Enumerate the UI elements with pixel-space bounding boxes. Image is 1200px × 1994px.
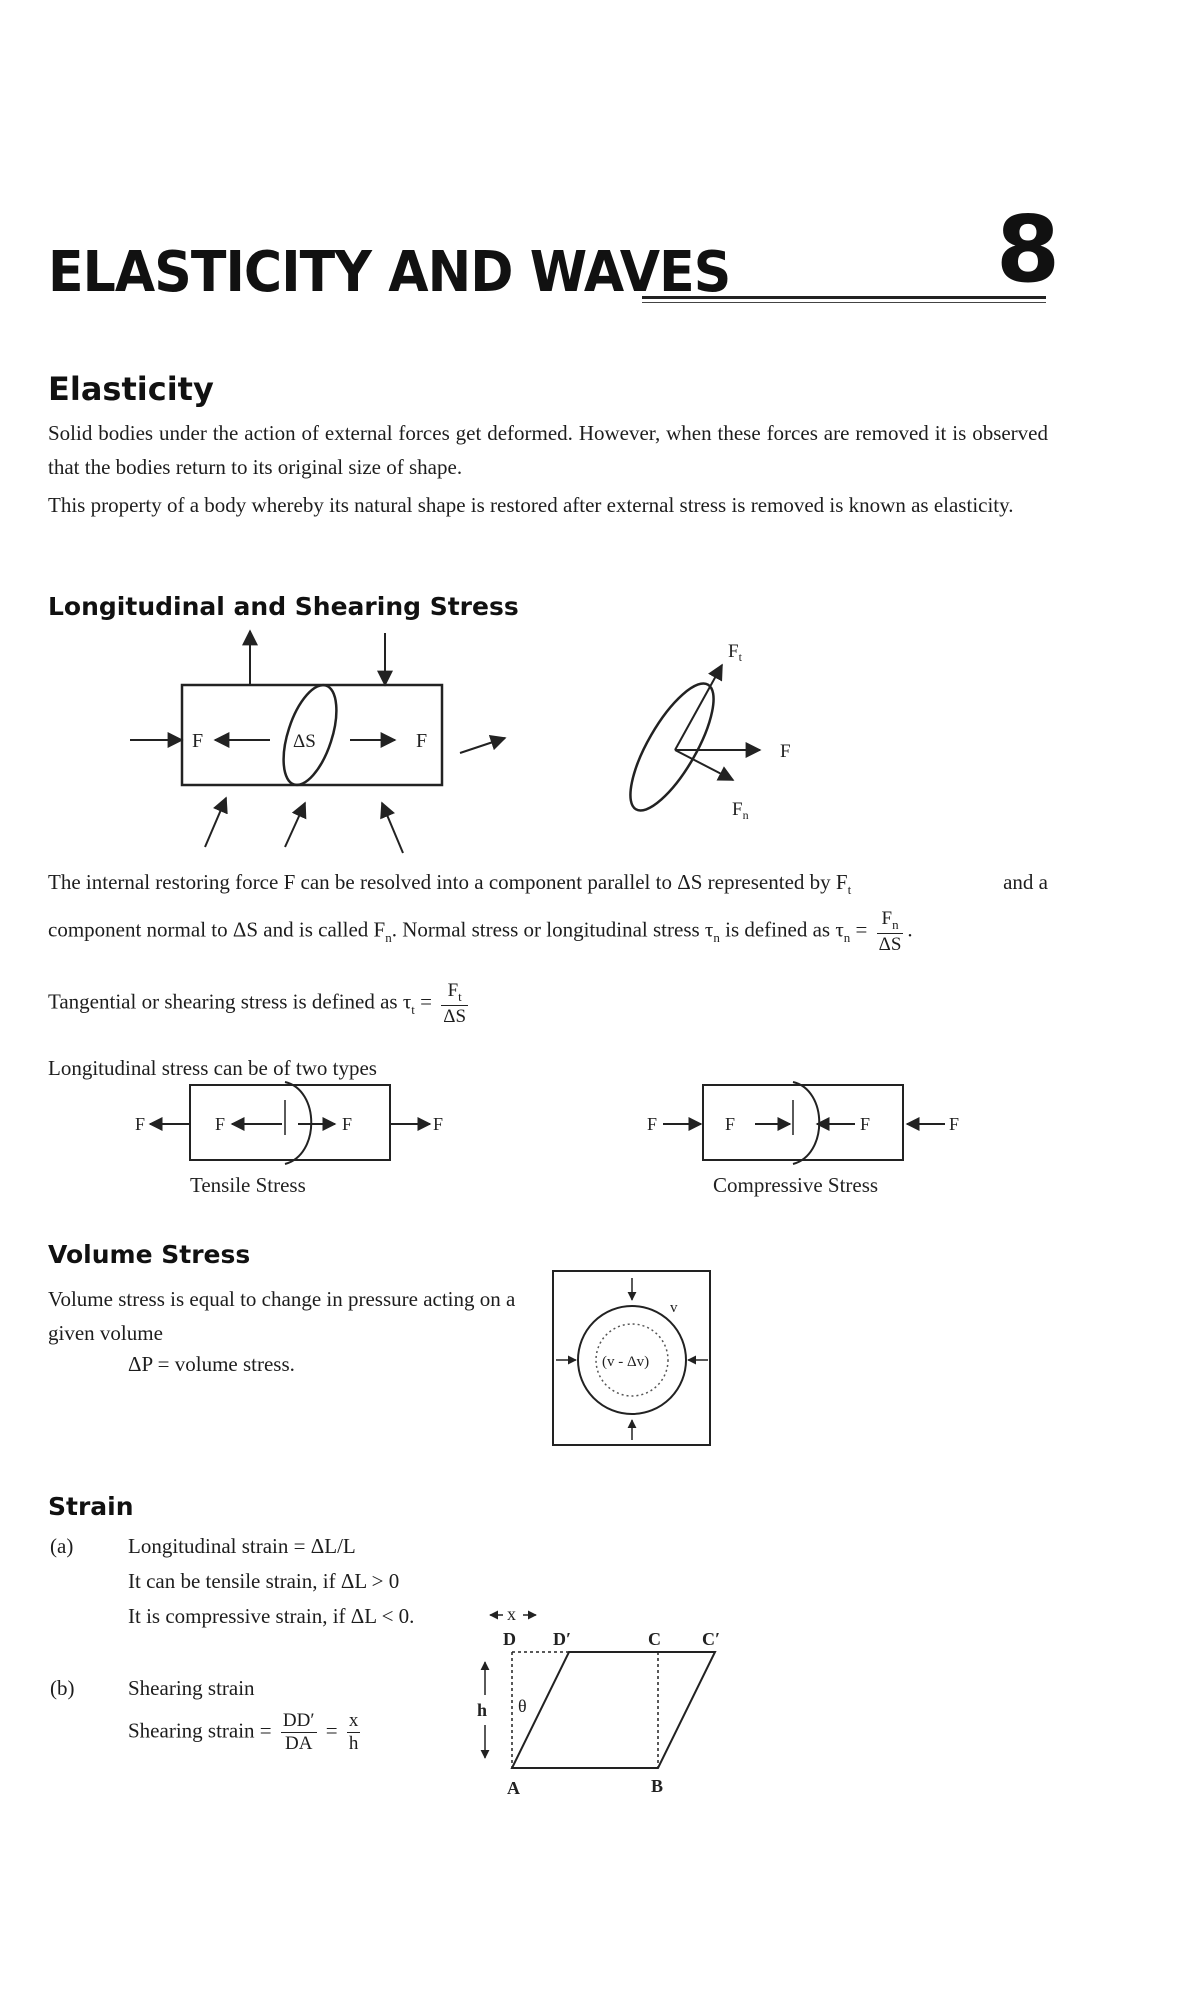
- strain-heading: Strain: [48, 1492, 134, 1521]
- compressive-force-outer-right: F: [949, 1114, 960, 1134]
- shearing-fraction-1: $\frac{DD'}{DA}$: [282, 1710, 315, 1754]
- fig1-area-label: ΔS: [293, 731, 316, 752]
- volume-v-label: v: [670, 1300, 678, 1316]
- tangential-stress-line: Tangential or shearing stress is defined as $\tau_t$ = $\frac{F_t}{\Delta S}$: [48, 980, 467, 1027]
- stress-explanation-line-1: The internal restoring force F can be resolved into a component parallel to ΔS represented by $F_t$ and a: [48, 870, 1048, 898]
- title-rule: [642, 296, 1046, 299]
- strain-a-label: (a): [50, 1534, 74, 1558]
- chapter-number: 8: [996, 196, 1061, 303]
- stress-types-line: Longitudinal stress can be of two types: [48, 1056, 377, 1080]
- tensile-force-outer-right: F: [433, 1114, 444, 1134]
- tensile-strain-line: It can be tensile strain, if ΔL > 0: [128, 1569, 400, 1593]
- fig1-force-right: F: [416, 730, 428, 752]
- shear-theta-label: θ: [518, 1696, 527, 1716]
- tensile-stress-label: Tensile Stress: [190, 1173, 306, 1197]
- stress-heading: Longitudinal and Shearing Stress: [48, 592, 519, 621]
- shear-D-label: D: [503, 1629, 516, 1649]
- elasticity-heading: Elasticity: [48, 370, 214, 408]
- fig2-fn-label: $F_n$: [732, 799, 749, 822]
- tensile-force-inner-right: F: [342, 1114, 353, 1134]
- title-rule-thin: [642, 302, 1046, 303]
- elasticity-paragraph-2: This property of a body whereby its natural shape is restored after external stress is removed is known as elasticity.: [48, 493, 1014, 517]
- compressive-strain-line: It is compressive strain, if ΔL < 0.: [128, 1604, 415, 1628]
- compressive-stress-figure: [645, 1080, 965, 1200]
- shear-B-label: B: [651, 1776, 664, 1796]
- shear-x-label: x: [507, 1604, 516, 1624]
- fig1-force-left: F: [192, 730, 204, 752]
- tensile-stress-figure: [130, 1080, 460, 1200]
- compressive-stress-label: Compressive Stress: [713, 1173, 879, 1197]
- normal-stress-fraction: $\frac{F_n}{\Delta S}$: [878, 908, 902, 955]
- shearing-strain-title: Shearing strain: [128, 1676, 255, 1700]
- shear-C-label: C: [648, 1629, 661, 1649]
- strain-b-label: (b): [50, 1676, 75, 1700]
- compressive-force-inner-left: F: [725, 1114, 736, 1134]
- fig2-f-label: F: [780, 741, 791, 762]
- force-components-figure: [620, 635, 830, 830]
- shearing-strain-equation: Shearing strain = $\frac{DD'}{DA}$ = $\frac{x}{h}$: [128, 1710, 359, 1754]
- shear-D-prime-label: D′: [553, 1629, 572, 1649]
- volume-stress-equation: ΔP = volume stress.: [128, 1352, 295, 1376]
- shearing-strain-figure: [465, 1600, 740, 1805]
- volume-inner-label: (v - Δv): [602, 1354, 650, 1370]
- volume-stress-figure: [550, 1268, 715, 1450]
- volume-stress-text: Volume stress is equal to change in pressure acting on a given volume: [48, 1287, 516, 1345]
- compressive-force-inner-right: F: [860, 1114, 871, 1134]
- chapter-title: ELASTICITY AND WAVES: [48, 240, 731, 305]
- shearing-fraction-2: $\frac{x}{h}$: [348, 1710, 359, 1754]
- tensile-force-outer-left: F: [135, 1114, 146, 1134]
- compressive-force-outer-left: F: [647, 1114, 658, 1134]
- shear-C-prime-label: C′: [702, 1629, 721, 1649]
- shear-h-label: h: [477, 1700, 488, 1720]
- longitudinal-strain-line: Longitudinal strain = ΔL/L: [128, 1534, 356, 1558]
- stress-block-figure: [120, 625, 520, 860]
- tangential-stress-fraction: $\frac{F_t}{\Delta S}$: [443, 980, 467, 1027]
- volume-stress-heading: Volume Stress: [48, 1240, 251, 1269]
- stress-explanation-line-2: component normal to ΔS and is called $F_n$. Normal stress or longitudinal stress $\tau_n$ is defined as $\tau_n$ = $\frac{F_n}{\Delta S}$ .: [48, 908, 913, 955]
- shear-A-label: A: [507, 1778, 520, 1798]
- fig2-ft-label: $F_t$: [728, 641, 742, 664]
- elasticity-paragraph-1: Solid bodies under the action of external forces get deformed. However, when these forces are removed it is observed that the bodies return to its original size of shape.: [48, 421, 1048, 479]
- tensile-force-inner-left: F: [215, 1114, 226, 1134]
